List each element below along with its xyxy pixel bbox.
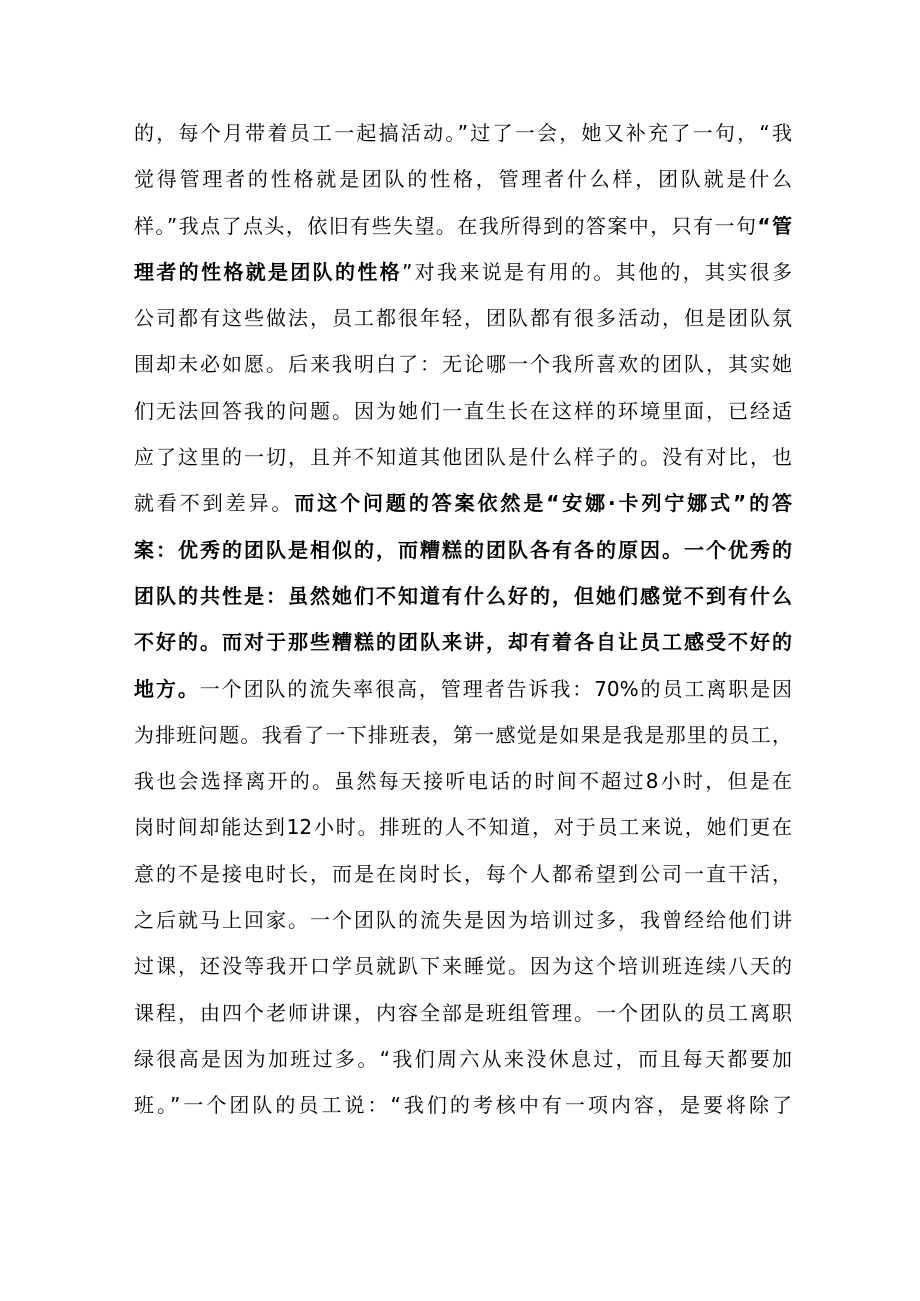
text-run: 我也会选择离开的。虽然每天接听电话的时间不超过8小时，但是在 [134, 769, 792, 794]
body-text [134, 110, 792, 1129]
text-line [134, 758, 792, 804]
text-line [134, 480, 792, 526]
text-run: 绿很高是因为加班过多。“我们周六从来没休息过，而且每天都要加 [134, 1046, 792, 1071]
bold-text-run: 团队的共性是：虽然她们不知道有什么好的，但她们感觉不到有什么 [134, 583, 792, 608]
text-line [134, 851, 792, 897]
text-run: 岗时间却能达到12小时。排班的人不知道，对于员工来说，她们更在 [134, 815, 792, 840]
text-run: 班。”一个团队的员工说：“我们的考核中有一项内容，是要将除了 [134, 1093, 792, 1118]
text-run: 之后就马上回家。一个团队的流失是因为培训过多，我曾经给他们讲 [134, 908, 792, 933]
text-line [134, 943, 792, 989]
text-line [134, 804, 792, 850]
text-run: 觉得管理者的性格就是团队的性格，管理者什么样，团队就是什么 [134, 167, 792, 192]
text-run: 的，每个月带着员工一起搞活动。”过了一会，她又补充了一句，“我 [134, 121, 792, 145]
text-run: 过课，还没等我开口学员就趴下来睡觉。因为这个培训班连续八天的 [134, 954, 792, 979]
text-line [134, 341, 792, 387]
text-line [134, 388, 792, 434]
bold-text-run: 理者的性格就是团队的性格 [134, 259, 402, 284]
text-line [134, 249, 792, 295]
text-line [134, 712, 792, 758]
text-run: 应了这里的一切，且并不知道其他团队是什么样子的。没有对比，也 [134, 445, 792, 470]
text-run: 意的不是接电时长，而是在岗时长，每个人都希望到公司一直干活， [134, 861, 792, 886]
text-line [134, 527, 792, 573]
text-line [134, 203, 792, 249]
bold-text-run: “管 [757, 213, 792, 238]
text-line [134, 897, 792, 943]
text-run: 一个团队的流失率很高，管理者告诉我：70%的员工离职是因 [199, 676, 793, 701]
bold-text-run: 案：优秀的团队是相似的，而糟糕的团队各有各的原因。一个优秀的 [134, 537, 792, 562]
text-run: 就看不到差异。 [134, 491, 295, 516]
text-line [134, 990, 792, 1036]
text-line [134, 434, 792, 480]
text-run: 们无法回答我的问题。因为她们一直生长在这样的环境里面，已经适 [134, 398, 792, 423]
text-line [134, 295, 792, 341]
text-line [134, 1082, 792, 1128]
text-run: 课程，由四个老师讲课，内容全部是班组管理。一个团队的员工离职 [134, 1000, 792, 1025]
text-run: 为排班问题。我看了一下排班表，第一感觉是如果是我是那里的员工， [134, 722, 792, 747]
text-line [134, 619, 792, 665]
text-line [134, 1036, 792, 1082]
bold-text-run: 不好的。而对于那些糟糕的团队来讲，却有着各自让员工感受不好的 [134, 630, 792, 655]
text-line [134, 573, 792, 619]
text-line [134, 110, 792, 156]
text-run: 样。”我点了点头，依旧有些失望。在我所得到的答案中，只有一句 [134, 213, 758, 238]
text-line [134, 156, 792, 202]
text-run: ”对我来说是有用的。其他的，其实很多 [401, 259, 792, 284]
bold-text-run: 地方。 [134, 676, 200, 701]
text-line [134, 666, 792, 712]
text-run: 公司都有这些做法，员工都很年轻，团队都有很多活动，但是团队氛 [134, 306, 792, 331]
bold-text-run: 而这个问题的答案依然是“安娜·卡列宁娜式”的答 [294, 491, 793, 516]
text-run: 围却未必如愿。后来我明白了：无论哪一个我所喜欢的团队，其实她 [134, 352, 792, 377]
